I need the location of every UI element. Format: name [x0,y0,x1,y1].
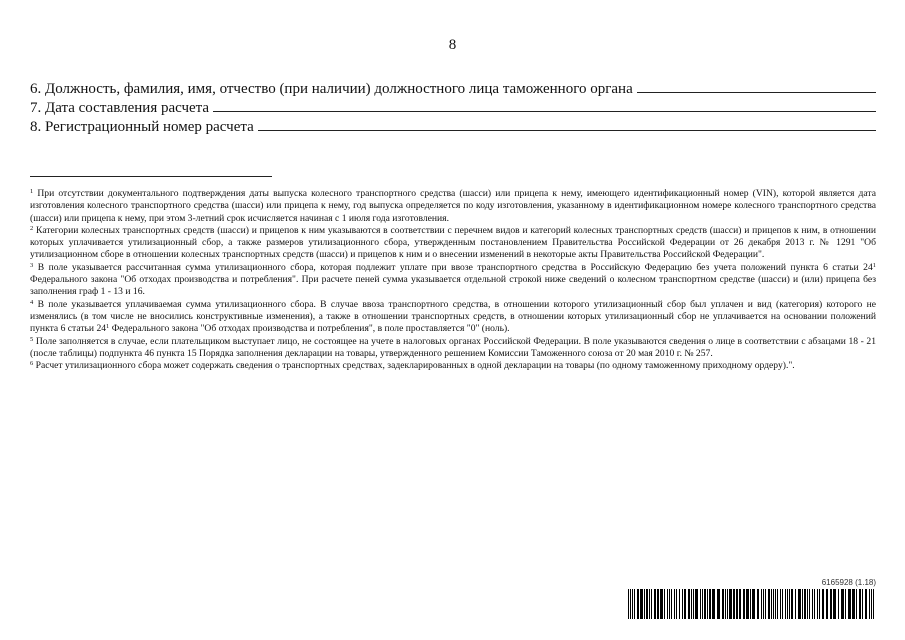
footnote-marker: 2 [30,224,34,232]
page-number: 8 [448,37,457,53]
footnote-marker: 4 [30,298,34,306]
article-superscript: 1 [872,261,877,269]
official-name-blank [637,78,876,93]
footnote-5 [30,336,876,361]
footnote-text: Поле заполняется в случае, если плательщиком выступает лицо, не состоящее на учете в налоговых органах Российской Федерации. В поле указываются сведения о лице в соответствии с абзацами 18 - 21 (после таблицы) подпункта 46 пункта 15 Порядка заполнения декларации на товары, утвержденного решением Комиссии Таможенного союза от 20 мая 2010 г. № 257. [30,335,876,359]
footnote-divider [30,176,272,177]
registration-number-field [30,116,876,135]
footnote-marker: 1 [30,188,34,195]
footnotes [30,188,876,372]
barcode-image [628,589,876,619]
footnote-marker: 3 [30,261,34,269]
calculation-date-blank [213,97,876,112]
signature-fields [30,78,876,135]
article-superscript: 1 [106,323,110,331]
footnote-2 [30,225,876,262]
footnote-marker: 6 [30,360,34,368]
barcode-block [628,578,876,622]
calculation-date-field [30,97,876,116]
footnote-6 [30,360,876,372]
footnote-text: В поле указывается уплачиваемая сумма утилизационного сбора. В случае ввоза транспортного средства, в отношении которого утилизационный сбор был уплачен и вид (категория) которого не изменялись (в том числе не вносились конструктивные изменения), а также в отношении транспортных средств, в отношении которых утилизационный сбор не уплачивается на основании положений пункта 6 статьи 24 [30,298,876,335]
footnote-marker: 5 [30,335,34,343]
footnote-text-cont: Федерального закона "Об отходах производства и потребления", в поле проставляется "0" (ноль). [109,323,510,335]
registration-number-blank [258,116,876,131]
registration-number-label: 8. Регистрационный номер расчета [30,119,254,135]
footnote-text: При отсутствии документального подтверждения даты выпуска колесного транспортного средства (шасси) или прицепа к нему, имеющего идентификационный номер (VIN), которой является дата изготовления колесного транспортного средства (шасси) или прицепа к нему, год выпуска определяется по коду изготовления, указанному в идентификационном номере колесного транспортного средства (шасси) или прицепа к нему, при этом 3-летний срок исчисляется начиная с 1 июля года изготовления. [30,188,876,224]
official-name-label: 6. Должность, фамилия, имя, отчество (при наличии) должностного лица таможенного органа [30,81,633,97]
footnote-text: В поле указывается рассчитанная сумма утилизационного сбора, которая подлежит уплате при ввозе транспортного средства в Российскую Федерацию без учета положений пункта 6 статьи 24 [37,261,873,273]
official-name-field [30,78,876,97]
footnote-text: Категории колесных транспортных средств (шасси) и прицепов к ним указываются в соответствии с перечнем видов и категорий колесных транспортных средств (шасси) и прицепов к ним, в отношении которых уплачивается утилизационный сбор, а также размеров утилизационного сбора, утвержденным постановлением Правительства Российской Федерации от 26 декабря 2013 г. № 1291 "Об утилизационном сборе в отношении колесных транспортных средств (шасси) и прицепов к ним и о внесении изменений в некоторые акты Правительства Российской Федерации". [30,224,876,261]
footnote-text: Расчет утилизационного сбора может содержать сведения о транспортных средствах, задекларированных в одной декларации на товары (по одному таможенному приходному ордеру).". [35,360,795,372]
calculation-date-label: 7. Дата составления расчета [30,100,210,116]
footnote-3 [30,262,876,299]
footnote-1 [30,188,876,225]
barcode-caption: 6165928 (1.18) [821,578,876,587]
footnote-text-cont: Федерального закона "Об отходах производства и потребления". При расчете пеней сумма указывается отдельной строкой ниже сведений о колесном транспортном средстве (шасси) и (или) прицепа без заполнения граф 1 - 13 и 16. [30,274,876,298]
footnote-4 [30,299,876,336]
